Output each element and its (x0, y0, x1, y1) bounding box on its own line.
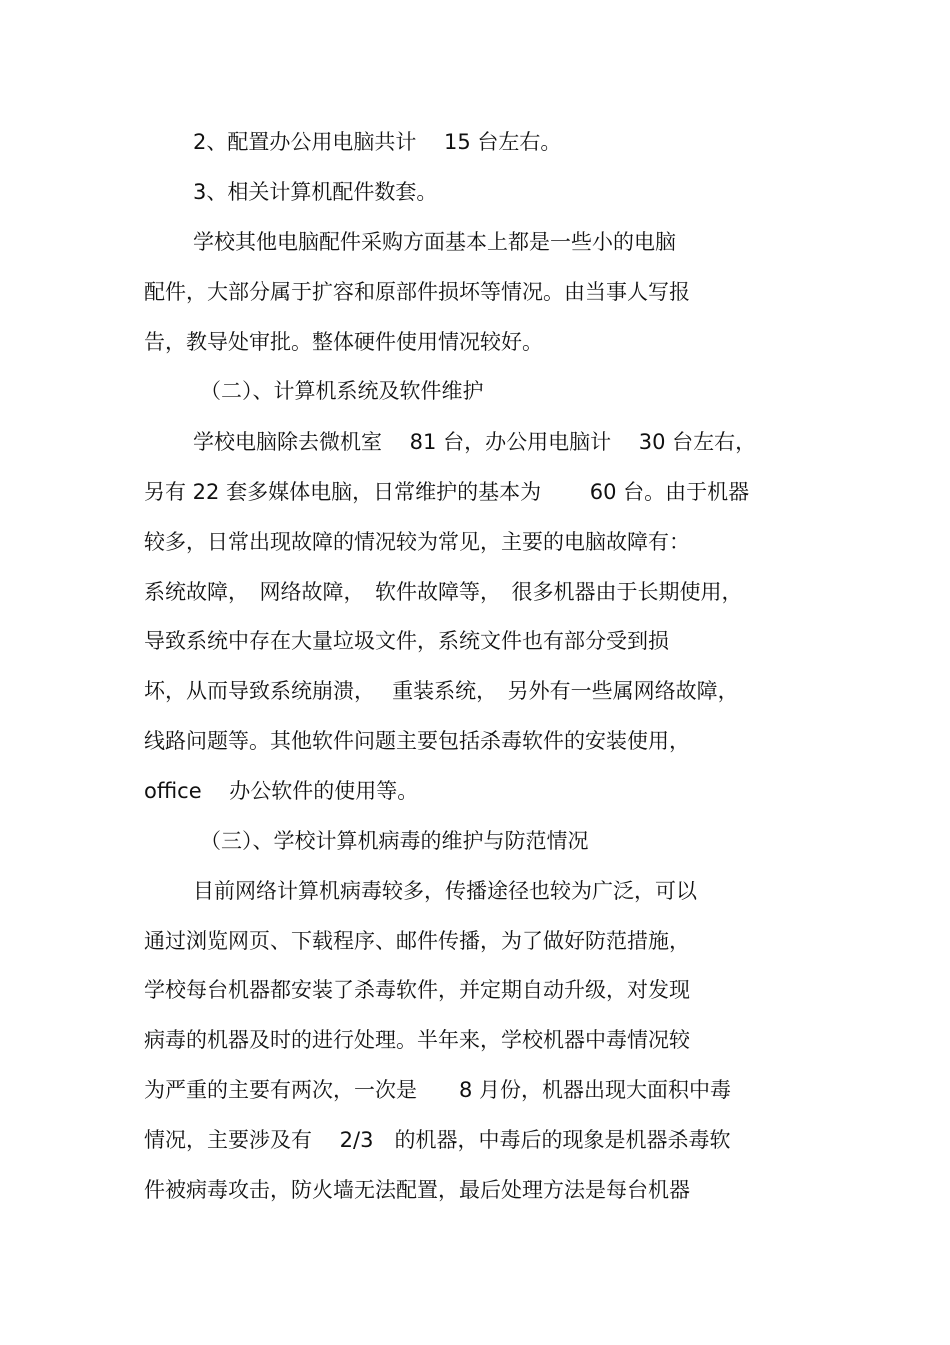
paragraph-line: 通过浏览网页、下载程序、邮件传播，为了做好防范措施， (144, 929, 690, 953)
paragraph-line: 为严重的主要有两次，一次是 8 月份，机器出现大面积中毒 (144, 1078, 732, 1102)
section-heading: （二）、计算机系统及软件维护 (200, 379, 484, 403)
paragraph-line: 告，教导处审批。整体硬件使用情况较好。 (144, 330, 543, 354)
paragraph-line: 目前网络计算机病毒较多，传播途径也较为广泛，可以 (193, 879, 697, 903)
paragraph-line: office 办公软件的使用等。 (144, 779, 419, 803)
paragraph-line: 学校电脑除去微机室 81 台，办公用电脑计 30 台左右， (193, 430, 757, 454)
paragraph-line: 学校其他电脑配件采购方面基本上都是一些小的电脑 (193, 230, 676, 254)
paragraph-line: 系统故障， 网络故障， 软件故障等， 很多机器由于长期使用， (144, 580, 743, 604)
paragraph-line: 坏，从而导致系统崩溃， 重装系统， 另外有一些属网络故障， (144, 679, 739, 703)
list-item: 2、配置办公用电脑共计 15 台左右。 (193, 130, 562, 154)
paragraph-line: 病毒的机器及时的进行处理。半年来，学校机器中毒情况较 (144, 1028, 690, 1052)
paragraph-line: 导致系统中存在大量垃圾文件，系统文件也有部分受到损 (144, 629, 669, 653)
list-item: 3、相关计算机配件数套。 (193, 180, 438, 204)
section-heading: （三）、学校计算机病毒的维护与防范情况 (200, 829, 589, 853)
paragraph-line: 另有 22 套多媒体电脑，日常维护的基本为 60 台。由于机器 (144, 480, 750, 504)
paragraph-line: 学校每台机器都安装了杀毒软件，并定期自动升级，对发现 (144, 978, 690, 1002)
paragraph-line: 较多，日常出现故障的情况较为常见，主要的电脑故障有： (144, 530, 690, 554)
paragraph-line: 情况，主要涉及有 2/3 的机器，中毒后的现象是机器杀毒软 (144, 1128, 731, 1152)
paragraph-line: 线路问题等。其他软件问题主要包括杀毒软件的安装使用， (144, 729, 690, 753)
paragraph-line: 配件，大部分属于扩容和原部件损坏等情况。由当事人写报 (144, 280, 690, 304)
paragraph-line: 件被病毒攻击，防火墙无法配置，最后处理方法是每台机器 (144, 1178, 690, 1202)
